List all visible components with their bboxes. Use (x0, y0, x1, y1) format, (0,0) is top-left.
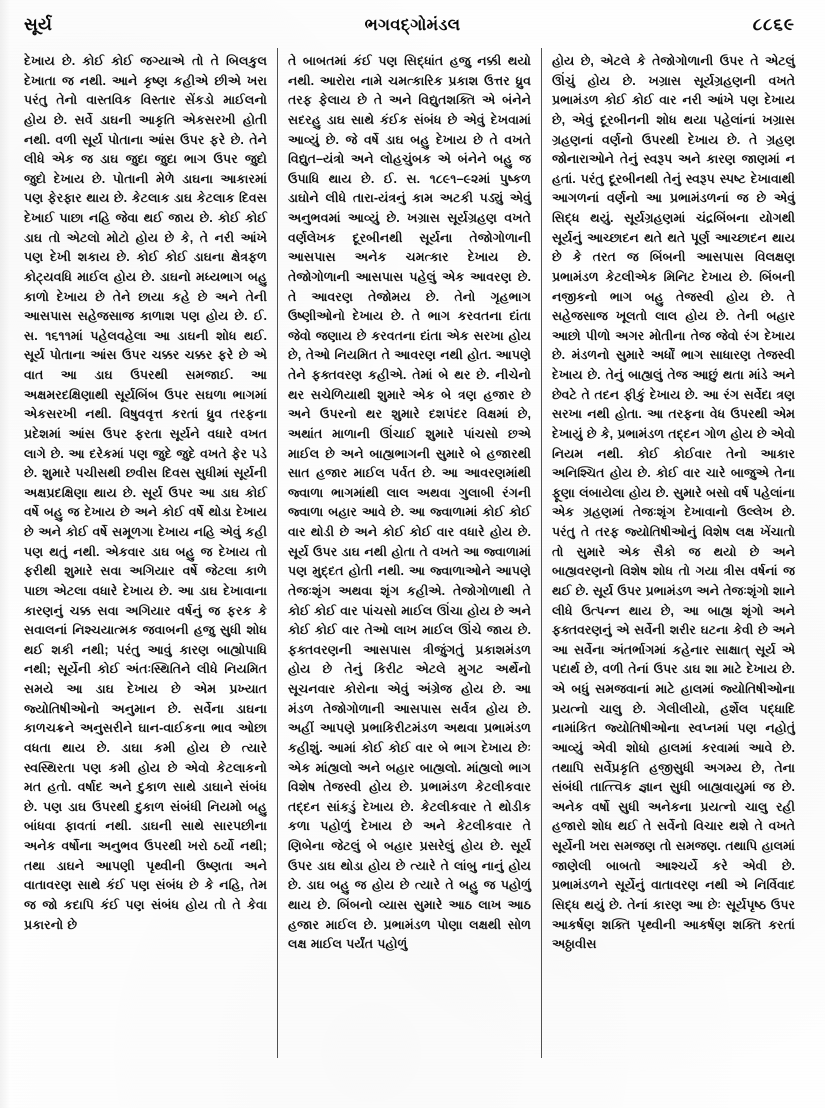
running-head-headword: સૂર્ય (24, 15, 53, 34)
column-1 (24, 52, 267, 1084)
column-2 (277, 52, 531, 1084)
column-2-body-text: તે બાબતમાં કંઈ પણ સિદ્ધાંત હજુ નક્કી થયો નથી. આરોરા નામે ચમત્કારિક પ્રકાશ ઉત્તર ધ્રુવ તરફ ફેલાય છે તે અને વિદ્યુતશક્તિ એ બંનેને સદરહુ ડાઘ સાથે કંઈક સંબંધ છે એવું દેખવામાં આવ્યું છે. જે વર્ષે ડાઘ બહુ દેખાય છે તે વખતે વિદ્યુત–યંત્રો અને લોહચુંબક એ બંનેને બહુ જ ઉપાધિ થાય છે. ઈ. સ. ૧૮૯૧–૯૨માં પુષ્કળ ડાઘોને લીધે તારા-યંત્રનું કામ અટકી પડ્યું એવું અનુભવમાં આવ્યું છે. ખગ્રાસ સૂર્યગ્રહણ વખતે વર્ણલેખક દૂરબીનથી સૂર્યના તેજોગોળાની આસપાસ અનેક ચમત્કાર દેખાય છે. તેજોગોળાની આસપાસ પહેલું એક આવરણ છે. તે આવરણ તેજોમય છે. તેનો ગૃહભાગ ઉષ્ણીઓનો દેખાય છે. તે ભાગ કરવતના દાંતા જેવો જણાય છે કરવતના દાંતા એક સરખા હોય છે, તેઓ નિયમિત તે આવરણ નથી હોત. આપણે તેને ફક્તવરણ કહીએ. તેમાં બે થર છે. નીચેનો થર સચેળિયાથી શુમારે એક બે ત્રણ હજાર છે અને ઉપરનો થર શુમારે દશપંદર વિક્ષમાં છે, અથાંત માળાની ઊંચાઈ શુમારે પાંચસો છએ માઈલ છે અને બાહ્યભાગની સુમારે બે હજારથી સાત હજાર માઈલ પર્વત છે. આ આવરણમાંથી જ્વાળા ભાગમાંથી લાલ અથવા ગુલાબી રંગની જ્વાળા બહાર આવે છે. આ જ્વાળામાં કોઈ કોઈ વાર થોડી છે અને કોઈ કોઈ વાર વધારે હોય છે. સૂર્ય ઉપર ડાઘ નથી હોતા તે વખતે આ જ્વાળામાં પણ મુદ્દત હોતી નથી. આ જ્વાળાઓને આપણે તેજઃશૃંગ અથવા શૃંગ કહીએ. તેજોગોળાથી તે કોઈ કોઈ વાર પાંચસો માઈલ ઊંચા હોય છે અને કોઈ કોઈ વાર તેઓ લાખ માઈલ ઊંચે જાય છે. ફક્તવરણની આસપાસ ત્રીજુંગતું પ્રકાશમંડળ હોય છે તેનું કિરીટ એટલે મુગટ અર્થેનો સૂચનવાર કોરોના એવું અંગ્રેજ હોય છે. આ મંડળ તેજોગોળાની આસપાસ સર્વત્ર હોય છે. અહીં આપણે પ્રભાકિરીટમંડળ અથવા પ્રભામંડળ કહીશું. આમાં કોઈ કોઈ વાર બે ભાગ દેખાય છેઃ એક માંહ્યલો અને બહાર બાહ્યલો. માંહ્યલો ભાગ વિશેષ તેજસ્વી હોય છે. પ્રભામંડળ કેટલીકવાર તદ્દન સાંકડું દેખાય છે. કેટલીકવાર તે થોડીક કળા પહોળું દેખાય છે અને કેટલીકવાર તે ણિબેના જેટલું બે બહાર પ્રસરેલું હોય છે. સૂર્ય ઉપર ડાઘ થોડા હોય છે ત્યારે તે લાંબુ નાનું હોય છે. ડાઘ બહુ જ હોય છે ત્યારે તે બહુ જ પહોળું થાય છે. બિંબનો વ્યાસ સુમારે આઠ લાખ આઠ હજાર માઈલ છે. પ્રભામંડળ પોણા લક્ષથી સોળ લક્ષ માઈલ પર્યંત પહોળું (288, 54, 531, 952)
running-head (18, 12, 807, 42)
gutter-shadow (0, 0, 10, 1108)
column-3 (541, 52, 795, 1084)
column-3-body-text: હોય છે, એટલે કે તેજોગોળાની ઉપર તે એટલું ઊંચું હોય છે. ખગ્રાસ સૂર્યગ્રહણની વખતે પ્રભામંડળ કોઈ કોઈ વાર નરી આંખે પણ દેખાય છે, એવું દૂરબીનની શોધ થયા પહેલાંનાં ખગ્રાસ ગ્રહણનાં વર્ણનો ઉપરથી દેખાય છે. તે ગ્રહણ જોનારાઓને તેનું સ્વરૂપ અને કારણ જાણમાં ન હતાં. પરંતુ દૂરબીનથી તેનું સ્વરૂપ સ્પષ્ટ દેખાવાથી આગળનાં વર્ણનો આ પ્રભામંડળનાં જ છે એવું સિદ્ધ થયું. સૂર્યગ્રહણમાં ચંદ્રબિંબના યોગથી સૂર્યનું આચ્છાદન થતે થતે પૂર્ણ આચ્છાદન થાય છે કે તરત જ બિંબની આસપાસ વિલક્ષણ પ્રભામંડળ કેટલીએક મિનિટ દેખાય છે. બિંબની નજીકનો ભાગ બહુ તેજસ્વી હોય છે. તે સહેજસાજ ખૂલતો લાલ હોય છે. તેની બહાર આછો પીળો અગર મોતીના તેજ જેવો રંગ દેખાય છે. મંડળનો સુમારે અર્ધોં ભાગ સાધારણ તેજસ્વી દેખાય છે. તેનું બાહ્યલું તેજ આછું થતા માંડે અને છેવટે તે તદન ફીકું દેખાય છે. આ રંગ સર્વેદા ત્રણ સરખા નથી હોતા. આ તરફના વેધ ઉપરથી એમ દેખાયું છે કે, પ્રભામંડળ તદ્દન ગોળ હોય છે એવો નિયમ નથી. કોઈ કોઈવાર તેનો આકાર અનિશ્ચિત હોય છે. કોઈ વાર ચારે બાજુએ તેના ફૂણા લંબાયેલા હોય છે. સુમારે બસો વર્ષ પહેલાંના એક ગ્રહણમાં તેજઃશૃંગ દેખાવાનો ઉલ્લેખ છે. પરંતુ તે તરફ જ્યોતિષીઓનું વિશેષ લક્ષ ખેંચાતો તો સુમારે એક સૈકો જ થયો છે અને બાહ્યવરણનો વિશેષ શોધ તો ગયા ત્રીસ વર્ષનાં જ થઈ છે. સૂર્ય ઉપર પ્રભામંડળ અને તેજઃશૃંગો શાને લીધે ઉત્પન્ન થાય છે, આ બાહ્ય શૃંગો અને ફક્તવરણનું એ સર્વેની શરીર ઘટના કેવી છે અને આ સર્વેના અંતર્ભાગમાં કહેનાર સાક્ષાત્ સૂર્ય એ પદાર્થ છે, વળી તેનાં ઉપર ડાઘ શા માટે દેખાય છે. એ બધું સમજવાનાં માટે હાલમાં જ્યોતિષીઓના પ્રયત્નો ચાલુ છે. ગેલીલીયો, હર્શેલ પદ્ધાદિ નામાંકિત જ્યોતિષીઓના સ્વપ્નમાં પણ નહોતું આવ્યું એવી શોધો હાલમાં કરવામાં આવે છે. તથાપિ સર્વેપ્રકૃતિ હજીસુધી અગમ્ય છે, તેના સંબંધી તાત્ત્વિક જ્ઞાન સુધી બાહ્યવાયુમાં જ છે. અનેક વર્ષો સુધી અનેકના પ્રયત્નો ચાલુ રહી હજારો શોધ થઈ તે સર્વેનો વિચાર થશે તે વખતે સૂર્યેની ખરા સમજણ તો સમજણ. તથાપિ હાલમાં જાણેલી બાબતો આશ્ચર્યે કરે એવી છે. પ્રભામંડળને સૂર્યેનું વાતાવરણ નથી એ નિર્વિવાદ સિદ્ધ થયું છે. તેનાં કારણ આ છેઃ સૂર્યપૃષ્ઠ ઉપર આકર્ષણ શક્તિ પૃથ્વીની આકર્ષણ શક્તિ કરતાં અઠ્ઠાવીસ (552, 54, 795, 952)
column-1-body-text: દેખાય છે. કોઈ કોઈ જગ્યાએ તો તે બિલકુલ દેખાતા જ નથી. આને કૃષ્ણ કહીએ છીએ ખરા પરંતુ તેનો વાસ્તવિક વિસ્તાર સેંકડો માઈલનો હોય છે. સર્વે ડાઘની આકૃતિ એકસરખી હોતી નથી. વળી સૂર્ય પોતાના આંસ ઉપર ફરે છે. તેને લીધે એક જ ડાઘ જુદા જુદા ભાગ ઉપર જુદો જુદો દેખાય છે. પોતાની મેળે ડાઘના આકારમાં પણ ફેરફાર થાય છે. કેટલાક ડાઘ કેટલાક દિવસ દેખાઈ પાછા નહિ જેવા થઈ જાય છે. કોઈ કોઈ ડાઘ તો એટલો મોટો હોય છે કે, તે નરી આંખે પણ દેખી શકાય છે. કોઈ કોઈ ડાઘના ક્ષેત્રફળ કોટ્યવધિ માઈલ હોય છે. ડાઘનો મધ્યભાગ બહુ કાળો દેખાય છે તેને છાયા કહે છે અને તેની આસપાસ સહેજસાજ કાળાશ પણ હોય છે. ઈ. સ. ૧૬૧૧માં પહેલવહેલા આ ડાઘની શોધ થઈ. સૂર્ય પોતાના આંસ ઉપર ચક્કર ચક્કર ફરે છે એ વાત આ ડાઘ ઉપરથી સમજાઈ. આ અક્ષમરદક્ષિણાથી સૂર્યબિંબ ઉપર સઘળા ભાગમાં એકસરખી નથી. વિષુવવૃત્ત કરતાં ધ્રુવ તરફના પ્રદેશમાં આંસ ઉપર ફરતા સૂર્યને વધારે વખત લાગે છે. આ દરેકમાં પણ જુદે જુદે વખતે ફેર પડે છે. શુમારે પચીસથી છવીસ દિવસ સુધીમાં સૂર્યની અક્ષપ્રદક્ષિણા થાય છે. સૂર્ય ઉપર આ ડાઘ કોઈ વર્ષે બહુ જ દેખાય છે અને કોઈ વર્ષે થોડા દેખાય છે અને કોઈ વર્ષે સમૂળગા દેખાય નહિ એવું કહી પણ થતું નથી. એકવાર ડાઘ બહુ જ દેખાય તો ફરીથી શુમારે સવા અગિયાર વર્ષે જેટલા કાળે પાછા એટલા વધારે દેખાય છે. આ ડાઘ દેખાવાના કારણનું ચક્ક સવા અગિયાર વર્ષનું જ ફરક કે સવાલનાં નિશ્ચયાત્મક જવાબની હજુ સુધી શોધ થઈ શકી નથી; પરંતુ આવું કારણ બાહ્યોપાધિ નથી; સૂર્યેની કોઈ અંતઃસ્થિતિને લીધે નિયમિત સમયે આ ડાઘ દેખાય છે એમ પ્રખ્યાત જ્યોતિષીઓનો અનુમાન છે. સર્વેના ડાઘના કાળચક્રને અનુસરીને ઘાન-વાઈકના ભાવ ઓછા વધતા થાય છે. ડાઘા કમી હોય છે ત્યારે સ્વસ્થિરતા પણ કમી હોય છે એવો કેટલાકનો મત હતો. વર્ષાદ અને દુકાળ સાથે ડાઘાને સંબંધ છે. પણ ડાઘ ઉપરથી દુકાળ સંબંધી નિયમો બહુ બાંધવા ફાવતાં નથી. ડાઘની સાથે સારપછીના અનેક વર્ષોના અનુભવ ઉપરથી ખરો ઠર્યો નથી; તથા ડાઘને આપણી પૃથ્વીની ઉષ્ણતા અને વાતાવરણ સાથે કંઈ પણ સંબંધ છે કે નહિ, તેમ જ જો કદાપિ કંઈ પણ સંબંધ હોય તો તે કેવા પ્રકારનો છે (24, 54, 267, 932)
running-head-page-number: ૮૮૬૯ (752, 15, 795, 34)
running-head-book-title: ભગવદ્ગોમંડલ (364, 16, 461, 34)
text-columns (24, 52, 801, 1084)
